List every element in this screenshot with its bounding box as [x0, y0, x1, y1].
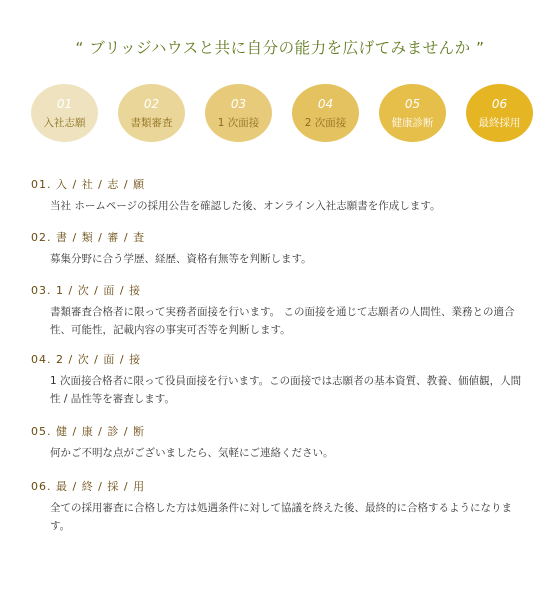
step-label: 2 次面接 [304, 116, 347, 129]
process-steps [31, 84, 533, 142]
section-body: 1 次面接合格者に限って役員面接を行います。この面接では志願者の基本資質、教養、価値観，人間性 / 品性等を審査します。 [50, 375, 522, 405]
section-body: 何かご不明な点がございましたら、気軽にご連絡ください。 [50, 447, 334, 459]
step-2-circle [118, 84, 185, 142]
section-body: 全ての採用審査に合格した方は処遇条件に対して協議を終えた後、最終的に合格するようになります。 [50, 502, 512, 532]
step-number: 04 [317, 96, 334, 111]
section-body: 書類審査合格者に限って実務者面接を行います。 この面接を通じて志願者の人間性、業務との適合性、可能性，記載内容の事実可否等を判断します。 [50, 306, 515, 336]
section-title: 01. 入 / 社 / 志 / 願 [31, 178, 146, 191]
section-title: 03. 1 / 次 / 面 / 接 [31, 284, 142, 297]
section-health-check [31, 423, 531, 462]
step-number: 02 [143, 96, 160, 111]
section-final-hiring [31, 478, 531, 535]
step-6-circle [466, 84, 533, 142]
section-body: 当社 ホームページの採用公告を確認した後、オンライン入社志願書を作成します。 [50, 200, 441, 212]
section-title: 05. 健 / 康 / 診 / 断 [31, 425, 146, 438]
step-1-circle [31, 84, 98, 142]
section-body: 募集分野に合う学歴、経歴、資格有無等を判断します。 [50, 253, 312, 265]
step-label: 最終採用 [478, 116, 521, 129]
step-4-circle [292, 84, 359, 142]
step-number: 01 [56, 96, 73, 111]
step-number: 06 [491, 96, 508, 111]
section-title: 06. 最 / 終 / 採 / 用 [31, 480, 146, 493]
section-title: 04. 2 / 次 / 面 / 接 [31, 353, 142, 366]
step-number: 03 [230, 96, 247, 111]
step-number: 05 [404, 96, 421, 111]
section-document-review [31, 229, 531, 268]
page-headline: “ ブリッジハウスと共に自分の能力を広げてみませんか ” [75, 39, 485, 57]
section-second-interview [31, 351, 531, 408]
section-title: 02. 書 / 類 / 審 / 査 [31, 231, 146, 244]
step-label: 1 次面接 [217, 116, 260, 129]
section-first-interview [31, 282, 531, 339]
step-label: 健康診断 [391, 116, 434, 129]
step-label: 入社志願 [43, 116, 86, 129]
step-5-circle [379, 84, 446, 142]
section-application [31, 176, 531, 215]
step-label: 書類審査 [130, 116, 173, 129]
step-3-circle [205, 84, 272, 142]
